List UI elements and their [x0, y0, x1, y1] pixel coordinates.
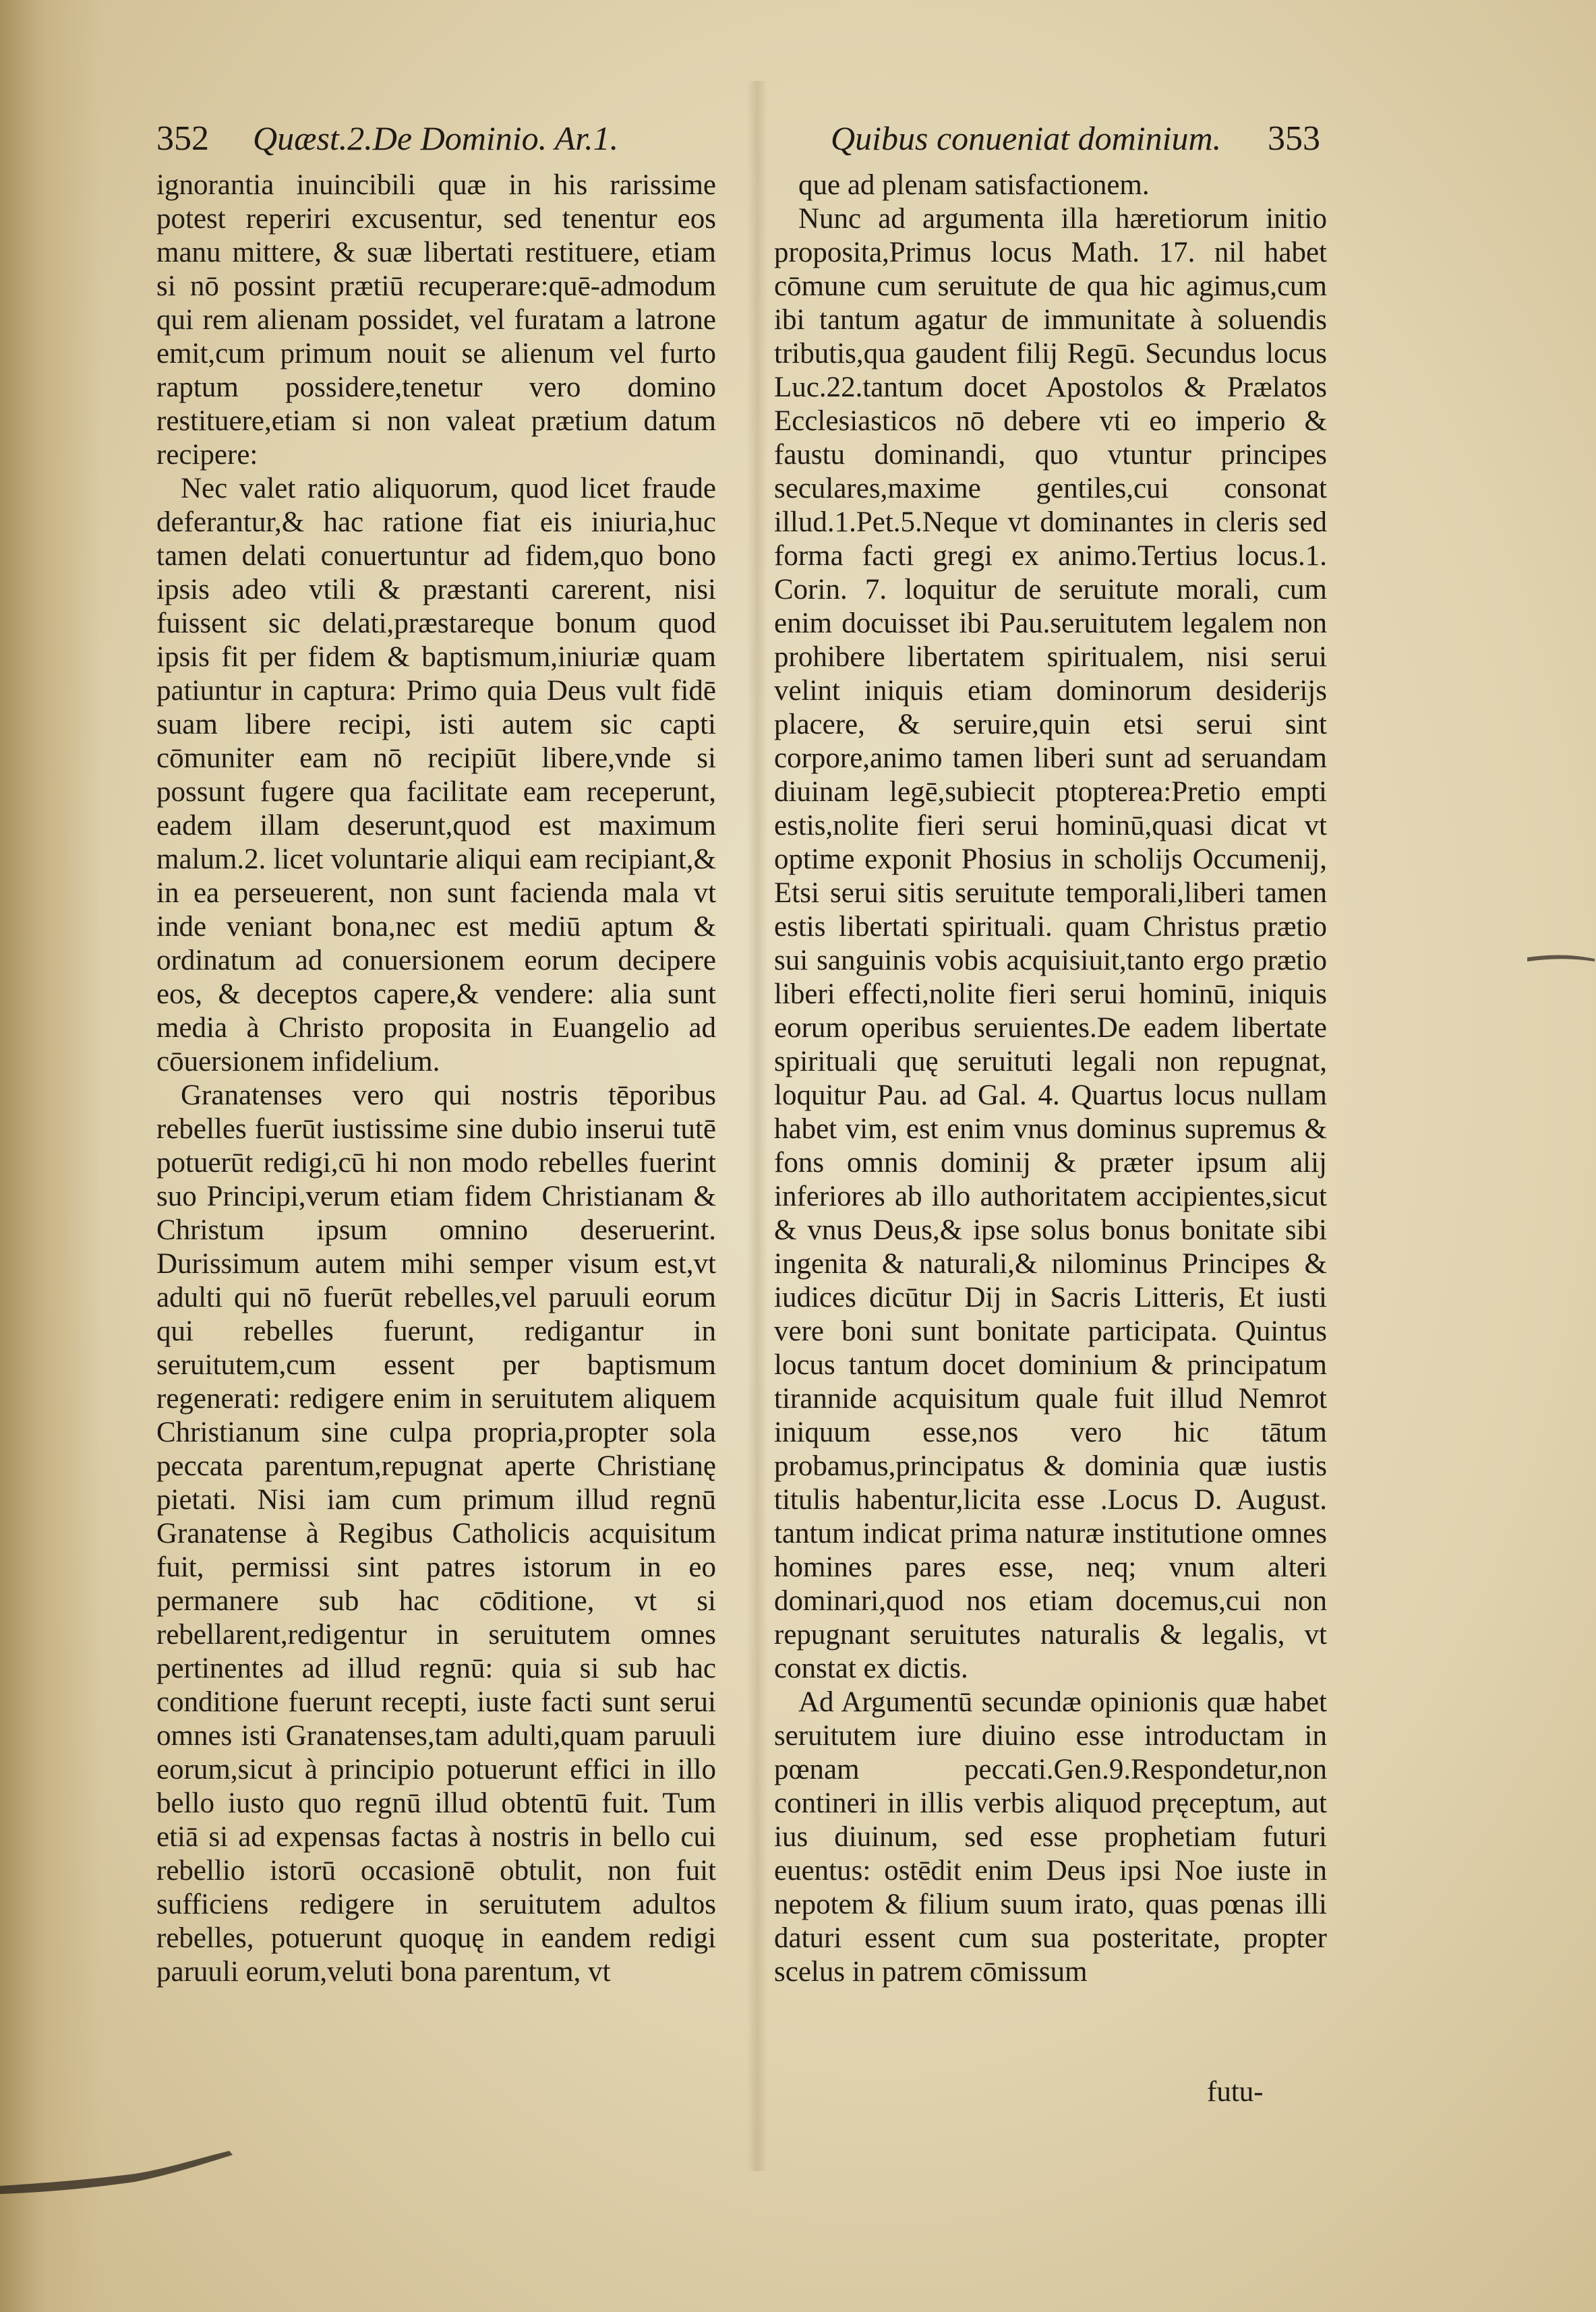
right-page-number: 353 [1268, 119, 1320, 158]
right-text-column [774, 169, 1327, 1989]
right-page-number-wrap [1268, 111, 1320, 165]
left-running-head: Quæst.2.De Dominio. Ar.1. [253, 119, 619, 157]
right-running-head: Quibus conueniat dominium. [831, 119, 1222, 157]
margin-mark [1527, 944, 1595, 971]
right-paragraph-2: Nunc ad argumenta illa hæretiorum initio proposita,Primus locus Math. 17. nil habet cōmune cum seruitute de qua hic agimus,cum ibi tantum agatur de immunitate à soluendis tributis,qua gaudent filij Regū. Secundus locus Luc.22.tantum docet Apostolos & Prælatos Ecclesiasticos nō debere vti eo imperio & faustu dominandi, quo vtuntur principes seculares,maxime gentiles,cui consonat illud.1.Pet.5.Neque vt dominantes in cleris sed forma facti gregi ex animo.Tertius locus.1. Corin. 7. loquitur de seruitute morali, cum enim docuisset ibi Pau.seruitutem legalem non prohibere libertatem spiritualem, nisi serui velint iniquis etiam dominorum desiderijs placere, & seruire,quin etsi serui sint corpore,animo tamen liberi sunt ad seruandam diuinam legē,subiecit ptopterea:Pretio empti estis,nolite fieri serui hominū,quasi dicat vt optime exponit Phosius in scholijs Occumenij, Etsi serui sitis seruitute temporali,liberi tamen estis libertati spirituali. quam Christus prætio sui sanguinis vobis acquisiuit,tanto ergo prætio liberi effecti,nolite fieri serui hominū, iniquis eorum operibus seruientes.De eadem libertate spirituali quę seruituti legali non repugnat, loquitur Pau. ad Gal. 4. Quartus locus nullam habet vim, est enim vnus dominus supremus & fons omnis dominij & præter ipsum alij inferiores ab illo authoritatem accipientes,sicut & vnus Deus,& ipse solus bonus bonitate sibi ingenita & naturali,& nilominus Principes & iudices dicūtur Dij in Sacris Litteris, Et iusti vere boni sunt bonitate participata. Quintus locus tantum docet dominium & principatum tirannide acquisitum quale fuit illud Nemrot iniquum esse,nos vero hic tātum probamus,principatus & dominia quæ iustis titulis habentur,licita esse .Locus D. August. tantum indicat prima naturæ institutione omnes homines pares esse, neq; vnum alteri dominari,quod nos etiam docemus,cui non repugnant seruitutes naturalis & legalis, vt constat ex dictis. [774, 203, 1327, 1684]
left-paragraph-3: Granatenses vero qui nostris tēporibus rebelles fuerūt iustissime sine dubio inserui tutē potuerūt redigi,cū hi non modo rebelles fuerint suo Principi,verum etiam fidem Christianam & Christum ipsum omnino deseruerint. Durissimum autem mihi semper visum est,vt adulti qui nō fuerūt rebelles,vel paruuli eorum qui rebelles fuerunt, redigantur in seruitutem,cum essent per baptismum regenerati: redigere enim in seruitutem aliquem Christianum sine culpa propria,propter sola peccata parentum,repugnat aperte Christianę pietati. Nisi iam cum primum illud regnū Granatense à Regibus Catholicis acquisitum fuit, permissi sint patres istorum in eo permanere sub hac cōditione, vt si rebellarent,redigentur in seruitutem omnes pertinentes ad illud regnū: quia si sub hac conditione fuerunt recepti, iuste facti sunt serui omnes isti Granatenses,tam adulti,quam paruuli eorum,sicut à principio potuerunt effici in illo bello iusto quo regnū illud obtentū fuit. Tum etiā si ad expensas factas à nostris in bello cui rebellio istorū occasionē obtulit, non fuit sufficiens redigere in seruitutem adultos rebelles, potuerunt quoquę in eandem redigi paruuli eorum,veluti bona parentum, vt [156, 1079, 716, 1988]
left-page-number: 352 [156, 119, 209, 158]
left-page-header [156, 111, 618, 165]
right-page-header [831, 111, 1221, 165]
left-text-column [156, 169, 716, 1989]
page-edge-shadow [0, 0, 101, 2312]
right-paragraph-1: que ad plenam satisfactionem. [798, 169, 1150, 201]
ink-smudge [0, 2144, 256, 2198]
left-paragraph-2: Nec valet ratio aliquorum, quod licet fraude deferantur,& hac ratione fiat eis iniuria,huc tamen delati conuertuntur ad fidem,quo bono ipsis adeo vtili & præstanti carerent, nisi fuissent sic delati,præstareque bonum quod ipsis fit per fidem & baptismum,iniuriæ quam patiuntur in captura: Primo quia Deus vult fidē suam libere recipi, isti autem sic capti cōmuniter eam nō recipiūt libere,vnde si possunt fugere qua facilitate eam receperunt, eadem illam deserunt,quod est maximum malum.2. licet voluntarie aliqui eam recipiant,& in ea perseuerent, non sunt facienda mala vt inde veniant bona,nec est mediū aptum & ordinatum ad conuersionem eorum decipere eos, & deceptos capere,& vendere: alia sunt media à Christo proposita in Euangelio ad cōuersionem infidelium. [156, 473, 716, 1077]
catchword: futu- [1207, 2076, 1264, 2108]
right-paragraph-3: Ad Argumentū secundæ opinionis quæ habet seruitutem iure diuino esse introductam in pœnam peccati.Gen.9.Respondetur,non contineri in illis verbis aliquod pręceptum, aut ius diuinum, sed esse prophetiam futuri euentus: ostēdit enim Deus ipsi Noe iuste in nepotem & filium suum irato, quas pœnas illi daturi essent cum sua posteritate, propter scelus in patrem cōmissum [774, 1686, 1327, 1988]
gutter-fold [747, 81, 767, 2171]
left-paragraph-1: ignorantia inuincibili quæ in his rarissime potest reperiri excusentur, sed tenentur eos manu mittere, & suæ libertati restituere, etiam si nō possint prætiū recuperare:quē-admodum qui rem alienam possidet, vel furatam a latrone emit,cum primum nouit se alienum vel furto raptum possidere,tenetur vero domino restituere,etiam si non valeat prætium datum recipere: [156, 169, 716, 471]
